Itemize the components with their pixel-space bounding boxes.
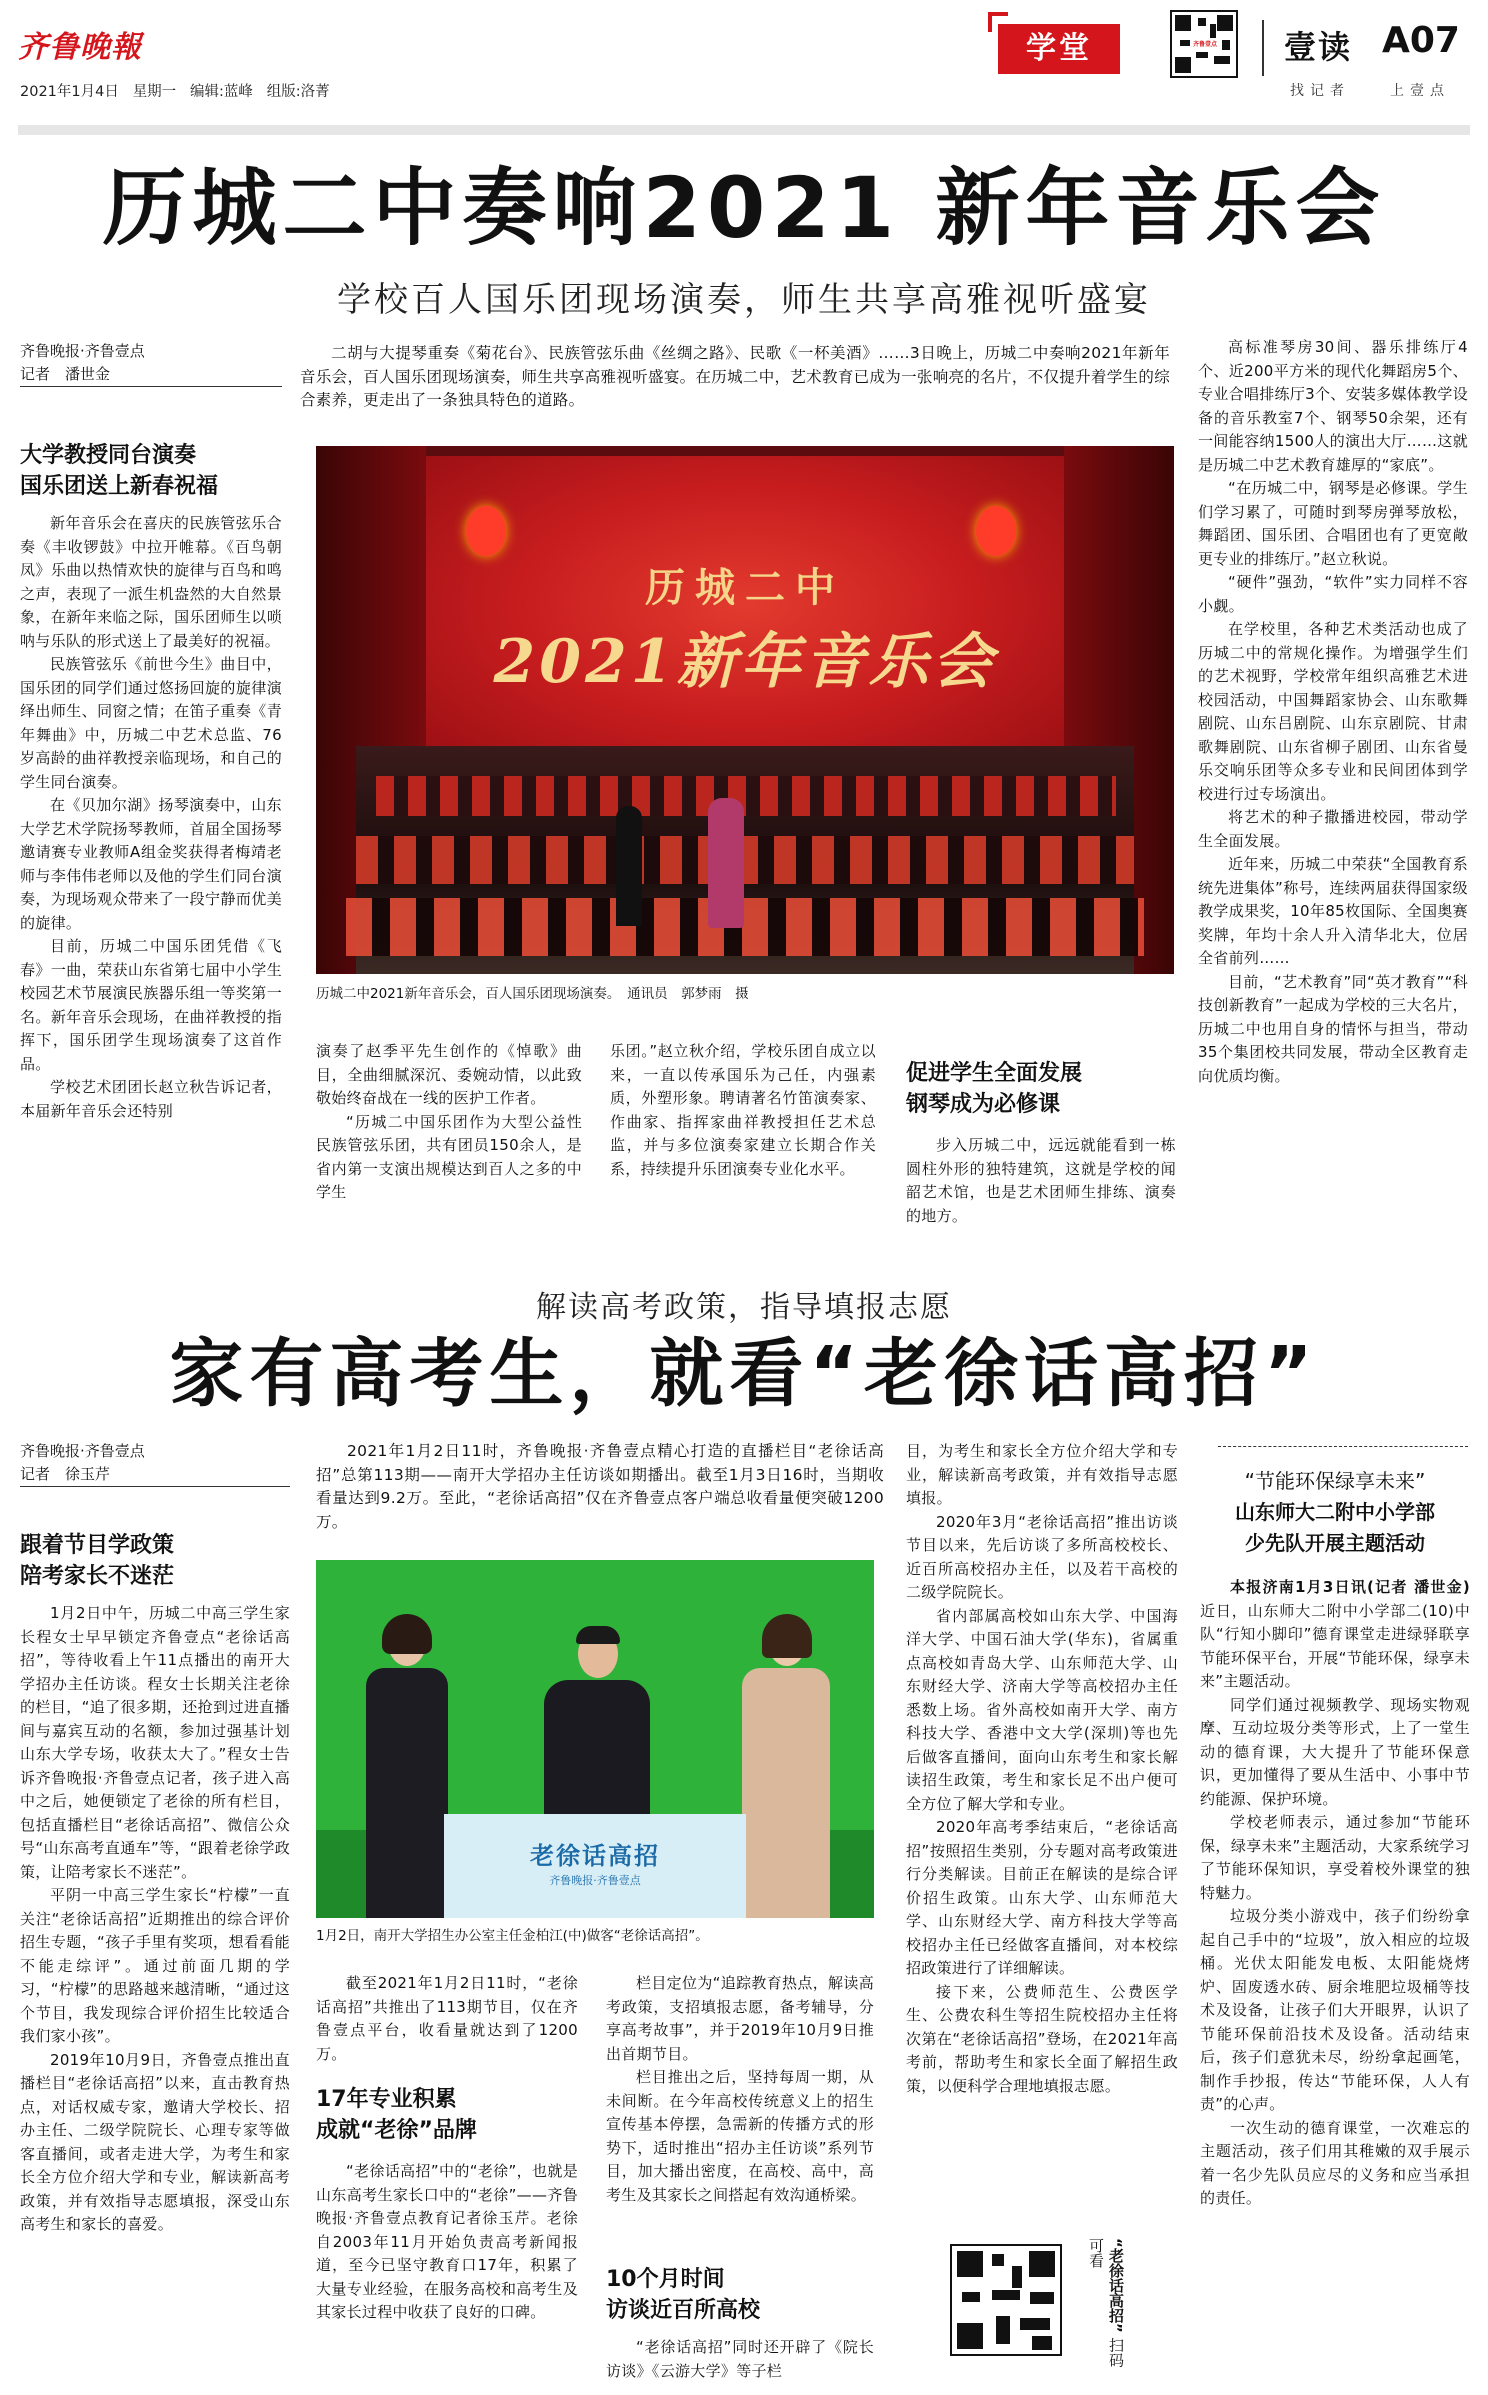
story2-photo-caption: 1月2日，南开大学招生办公室主任金柏江(中)做客“老徐话高招”。 (316, 1928, 709, 1944)
story1-column3 (610, 1040, 876, 1262)
lantern-icon (466, 506, 506, 556)
edition-name: 壹读 (1284, 28, 1353, 66)
orchestra-row (346, 898, 1144, 956)
story2-source: 齐鲁晚报·齐鲁壹点 (20, 1442, 145, 1460)
story1-c2-p1: 演奏了赵季平先生创作的《悼歌》曲目，全曲细腻深沉、委婉动情，以此致敬始终奋战在一线的医护工作者。 (316, 1042, 582, 1107)
story3-headline-l1: “节能环保绿享未来” (1244, 1469, 1426, 1493)
story2-subhead3-l2: 访谈近百所高校 (606, 2298, 761, 2323)
story1-c1-p5: 学校艺术团团长赵立秋告诉记者，本届新年音乐会还特别 (20, 1078, 282, 1120)
editor-credit: 编辑:蓝峰 (190, 84, 253, 100)
desk-logo-title: 老徐话高招 (530, 1842, 660, 1870)
story2-subhead2 (316, 2084, 578, 2146)
story2-subhead1-l1: 跟着节目学政策 (20, 1533, 175, 1558)
story2-c3-p1: 栏目定位为“追踪教育热点，解读高考政策，支招填报志愿，备考辅导，分享高考故事”，并于2019年10月9日推出首期节目。 (606, 1974, 874, 2063)
story1-column2 (316, 1040, 582, 1262)
story1-c5-p6: 近年来，历城二中荣获“全国教育系统先进集体”称号，连续两届获得国家级教学成果奖，10年85枚国际、全国奥赛奖牌，年均十余人升入清华北大，位居全省前列…… (1198, 855, 1468, 967)
qr-brand-label: 齐鲁壹点 (1192, 38, 1218, 52)
story1-subhead2-l2: 钢琴成为必修课 (906, 1092, 1061, 1117)
story3-headline-l2: 山东师大二附中小学部 (1235, 1500, 1435, 1524)
stage-banner-line2: 2021新年音乐会 (493, 627, 997, 697)
story1-c3-p1: 乐团。”赵立秋介绍，学校乐团自成立以来，一直以传承国乐为己任，内强素质，外塑形象。聘请著名竹笛演奏家、作曲家、指挥家曲祥教授担任艺术总监，并与多位演奏家建立长期合作关系，持续提升乐团演奏专业化水平。 (610, 1042, 876, 1178)
issue-date: 2021年1月4日 (20, 84, 119, 100)
story2-column2b (316, 2160, 578, 2388)
story2-lead-text: 2021年1月2日11时，齐鲁晚报·齐鲁壹点精心打造的直播栏目“老徐话高招”总第113期——南开大学招办主任访谈如期播出。截至1月3日16时，当期收看量达到9.2万。至此，“老徐话高招”仅在齐鲁壹点客户端总收看量便突破1200万。 (316, 1442, 884, 1531)
story2-photo (316, 1560, 874, 1918)
section-tab-label: 学堂 (1026, 31, 1092, 66)
story3-p3: 学校老师表示，通过参加“节能环保，绿享未来”主题活动，大家系统学习了节能环保知识，享受着校外课堂的独特魅力。 (1200, 1813, 1470, 1902)
layout-credit: 组版:洛菁 (266, 84, 330, 100)
story2-qr-label (1076, 2238, 1126, 2370)
story2-byline (20, 1440, 290, 1487)
masthead-logo: 齐鲁晚報 (18, 30, 142, 65)
story1-subhead1-l1: 大学教授同台演奏 (20, 443, 197, 468)
story1-c5-p4: 在学校里，各种艺术类活动也成了历城二中的常规化操作。为增强学生们的艺术视野，学校常年组织高雅艺术进校园活动，中国舞蹈家协会、山东歌舞剧院、山东吕剧院、山东京剧院、甘肃歌舞剧院、山东省柳子剧团、山东省曼乐交响乐团等众多专业和民间团体到学校进行过专场演出。 (1198, 620, 1468, 803)
story1-c1-p3: 在《贝加尔湖》扬琴演奏中，山东大学艺术学院扬琴教师，首届全国扬琴邀请赛专业教师A组金奖获得者梅靖老师与李伟伟老师以及他的学生们同台演奏，为现场观众带来了一段宁静而优美的旋律。 (20, 796, 282, 932)
story2-c1-p3: 2019年10月9日，齐鲁壹点推出直播栏目“老徐话高招”以来，直击教育热点，对话权威专家，邀请大学校长、招办主任、二级学院院长、心理专家等做客直播间，或者走进大学，为考生和家长全方位介绍大学和专业，解读新高考政策，并有效指导志愿填报，深受山东高考生和家长的喜爱。 (20, 2050, 290, 2233)
story2-subhead1 (20, 1530, 290, 1592)
story2-c3-p2: 栏目推出之后，坚持每周一期，从未间断。在今年高校传统意义上的招生宣传基本停摆，急需新的传播方式的形势下，适时推出“招办主任访谈”系列节目，加大播出密度，在高校、高中，高考生及其家长之间搭起有效沟通桥梁。 (606, 2068, 874, 2204)
story1-c5-p3: “硬件”强劲，“软件”实力同样不容小觑。 (1198, 573, 1468, 615)
story1-headline: 历城二中奏响2021 新年音乐会 (102, 159, 1386, 257)
story2-c1-p1: 1月2日中午，历城二中高三学生家长程女士早早锁定齐鲁壹点“老徐话高招”，等待收看上午11点播出的南开大学招办主任访谈。程女士长期关注老徐的栏目，“追了很多期，还抢到过进直播间与嘉宾互动的名额，参加过强基计划山东大学专场，收获太大了。”程女士告诉齐鲁晚报·齐鲁壹点记者，孩子进入高中之后，她便锁定了老徐的所有栏目，包括直播栏目“老徐话高招”、微信公众号“山东高考直通车”等，“跟着老徐学政策，让陪考家长不迷茫”。 (20, 1604, 290, 1881)
guest-left (358, 1620, 454, 1918)
story1-subhead2-l1: 促进学生全面发展 (906, 1061, 1083, 1086)
story2-c4-p5: 接下来，公费师范生、公费医学生、公费农科生等招生院校招办主任将次第在“老徐话高招”登场，在2021年高考前，帮助考生和家长全面了解招生政策，以便科学合理地填报志愿。 (906, 1982, 1178, 2095)
story2-c3-p3: “老徐话高招”同时还开辟了《院长访谈》《云游大学》等子栏 (606, 2338, 874, 2380)
section-tab (988, 12, 1134, 84)
orchestra-row (356, 836, 1134, 884)
story1-subhead1-l2: 国乐团送上新春祝福 (20, 474, 219, 499)
story1-source: 齐鲁晚报·齐鲁壹点 (20, 342, 145, 360)
story2-column2 (316, 1972, 578, 2076)
story1-column4 (906, 1134, 1176, 1262)
contact-reporter: 找记者 (1290, 83, 1350, 99)
stage-banner-line1: 历城二中 (645, 564, 845, 611)
masthead-meta (20, 80, 330, 101)
story2-lead (316, 1440, 884, 1540)
story1-photo-caption: 历城二中2021新年音乐会，百人国乐团现场演奏。 通讯员 郭梦雨 摄 (316, 986, 749, 1002)
story3-headline-l3: 少先队开展主题活动 (1245, 1531, 1425, 1555)
story3-body (1200, 1576, 1470, 2388)
story1-column5 (1198, 336, 1468, 1264)
story1-byline (20, 340, 282, 387)
story2-qr-label-1: “老徐话高招” (1107, 2238, 1125, 2333)
story3-headline (1200, 1466, 1470, 1559)
story1-c1-p2: 民族管弦乐《前世今生》曲目中，国乐团的同学们通过悠扬回旋的旋律演绎出师生、同窗之情；在笛子重奏《青年舞曲》中，历城二中艺术总监、76岁高龄的曲祥教授亲临现场，和自己的学生同台演奏。 (20, 655, 282, 791)
story3-dateline: 本报济南1月3日讯(记者 潘世金) (1230, 1578, 1470, 1596)
story2-subhead3-l1: 10个月时间 (606, 2267, 725, 2292)
masthead-qr-code[interactable] (1170, 10, 1238, 78)
story2-column4 (906, 1440, 1178, 2228)
story1-c5-p1: 高标准琴房30间、器乐排练厅4个、近200平方米的现代化舞蹈房5个、专业合唱排练厅3个、安装多媒体教学设备的音乐教室7个、钢琴50余架，还有一间能容纳1500人的演出大厅……这就是历城二中艺术教育雄厚的“家底”。 (1198, 338, 1468, 474)
studio-desk (444, 1814, 746, 1918)
story2-c2-p2: “老徐话高招”中的“老徐”，也就是山东高考生家长口中的“老徐”——齐鲁晚报·齐鲁壹点教育记者徐玉芹。老徐自2003年11月开始负责高考新闻报道，至今已坚守教育口17年，积累了大量专业经验，在服务高校和高考生及其家长过程中收获了良好的口碑。 (316, 2162, 578, 2321)
story1-c2-p2: “历城二中国乐团作为大型公益性民族管弦乐团，共有团员150余人，是省内第一支演出规模达到百人之多的中学生 (316, 1112, 582, 1201)
story2-c4-p2: 2020年3月“老徐话高招”推出访谈节目以来，先后访谈了多所高校校长、近百所高校招办主任，以及若干高校的二级学院院长。 (906, 1512, 1178, 1601)
issue-weekday: 星期一 (132, 84, 177, 100)
story1-c5-p2: “在历城二中，钢琴是必修课。学生们学习累了，可随时到琴房弹琴放松，舞蹈团、国乐团、合唱团也有了更宽敞更专业的排练厅。”赵立秋说。 (1198, 479, 1468, 568)
story2-subhead1-l2: 陪考家长不迷茫 (20, 1564, 175, 1589)
story3-top-rule (1218, 1446, 1468, 1447)
story1-subheadline: 学校百人国乐团现场演奏，师生共享高雅视听盛宴 (337, 280, 1151, 320)
story2-qr-label-2: 扫码可看 (1087, 2238, 1125, 2368)
story3-p5: 一次生动的德育课堂，一次难忘的主题活动，孩子们用其稚嫩的双手展示着一名少先队员应尽的义务和应当承担的责任。 (1200, 2118, 1470, 2207)
story1-c4-p1: 步入历城二中，远远就能看到一栋圆柱外形的独特建筑，这就是学校的闻韶艺术馆，也是艺术团师生排练、演奏的地方。 (906, 1136, 1176, 1225)
story1-lead-text: 二胡与大提琴重奏《菊花台》、民族管弦乐曲《丝绸之路》、民歌《一杯美酒》……3日晚上，历城二中奏响2021年新年音乐会，百人国乐团现场演奏，师生共享高雅视听盛宴。在历城二中，艺术教育已成为一张响亮的名片，不仅提升着学生的综合素养，更走出了一条独具特色的道路。 (300, 344, 1170, 409)
story2-subhead2-l2: 成就“老徐”品牌 (316, 2118, 477, 2143)
story1-photo (316, 446, 1174, 974)
masthead-divider (1262, 20, 1264, 76)
story2-subhead2-l1: 17年专业积累 (316, 2087, 457, 2112)
story1-c1-p4: 目前，历城二中国乐团凭借《飞春》一曲，荣获山东省第七届中小学生校园艺术节展演民族器乐组一等奖第一名。新年音乐会现场，在曲祥教授的指挥下，国乐团学生现场演奏了这首作品。 (20, 937, 282, 1073)
story2-c4-p3: 省内部属高校如山东大学、中国海洋大学、中国石油大学(华东)，省属重点高校如青岛大学、山东师范大学、山东财经大学、济南大学等高校招办主任悉数上场。省外高校如南开大学、南方科技大学、香港中文大学(深圳)等也先后做客直播间，面向山东考生和家长解读招生政策，考生和家长足不出户便可全方位了解大学和专业。 (906, 1606, 1178, 1813)
story2-c1-p2: 平阴一中高三学生家长“柠檬”一直关注“老徐话高招”近期推出的综合评价招生专题，“孩子手里有奖项，想看看能不能走综评”。通过前面几期的学习，“柠檬”的思路越来越清晰，“通过这个节目，我发现综合评价招生比较适合我们家小孩”。 (20, 1886, 290, 2045)
soloist-figure (616, 806, 642, 926)
lantern-icon (976, 506, 1016, 556)
story1-c5-p5: 将艺术的种子撒播进校园，带动学生全面发展。 (1198, 808, 1468, 850)
story1-subhead1 (20, 440, 282, 502)
story1-c5-p7: 目前，“艺术教育”同“英才教育”“科技创新教育”一起成为学校的三大名片，历城二中也用自身的情怀与担当，带动35个集团校共同发展，带动全区教育走向优质均衡。 (1198, 972, 1468, 1085)
story1-reporter: 记者 潘世金 (20, 363, 282, 387)
soloist-figure (708, 798, 744, 928)
story1-subhead2 (906, 1058, 1176, 1120)
story2-column3 (606, 1972, 874, 2250)
story1-column1 (20, 512, 282, 1262)
story2-reporter: 记者 徐玉芹 (20, 1463, 290, 1487)
story2-c2-p1: 截至2021年1月2日11时，“老徐话高招”共推出了113期节目，仅在齐鲁壹点平台，收看量就达到了1200万。 (316, 1974, 578, 2063)
story3-p1: 近日，山东师大二附中小学部二(10)中队“行知小脚印”德育课堂走进绿驿联享节能环保平台，开展“节能环保，绿享未来”主题活动。 (1200, 1601, 1470, 1690)
story2-column3b (606, 2336, 874, 2388)
story2-c4-p4: 2020年高考季结束后，“老徐话高招”按照招生类别，分专题对高考政策进行分类解读。目前正在解读的是综合评价招生政策。山东大学、山东师范大学、山东财经大学、南方科技大学等高校招办主任已经做客直播间，对本校综招政策进行了详细解读。 (906, 1818, 1178, 1977)
orchestra-row (376, 776, 1116, 816)
story2-column1 (20, 1602, 290, 2388)
story1-c1-p1: 新年音乐会在喜庆的民族管弦乐合奏《丰收锣鼓》中拉开帷幕。《百鸟朝凤》乐曲以热情欢快的旋律与百鸟和鸣之声，表现了一派生机盎然的大自然景象，在新年来临之际，国乐团师生以唢呐与乐队的形式送上了最美好的祝福。 (20, 514, 282, 650)
guest-right (734, 1620, 838, 1918)
story3-p2: 同学们通过视频教学、现场实物观摩、互动垃圾分类等形式，上了一堂生动的德育课，大大提升了节能环保意识，更加懂得了要从生活中、小事中节约能源、保护环境。 (1200, 1695, 1470, 1808)
story1-lead (300, 342, 1170, 438)
story2-c4-p1: 目，为考生和家长全方位介绍大学和专业，解读新高考政策，并有效指导志愿填报。 (906, 1442, 1178, 1507)
story2-qr-code[interactable] (950, 2244, 1062, 2356)
contact-app: 上壹点 (1390, 83, 1450, 99)
story2-kicker: 解读高考政策，指导填报志愿 (536, 1290, 952, 1325)
story3-p4: 垃圾分类小游戏中，孩子们纷纷拿起自己手中的“垃圾”，放入相应的垃圾桶。光伏太阳能发电板、太阳能烧烤炉、固废透水砖、厨余堆肥垃圾桶等技术及设备，让孩子们大开眼界，认识了节能环保前沿技术及设备。活动结束后，孩子们意犹未尽，纷纷拿起画笔，制作手抄报，传达“节能环保，人人有责”的心声。 (1200, 1907, 1470, 2113)
story2-headline: 家有高考生，就看“老徐话高招” (169, 1331, 1319, 1417)
masthead-rule (18, 125, 1470, 135)
desk-logo-subtitle: 齐鲁晚报·齐鲁壹点 (549, 1874, 641, 1887)
story2-subhead3 (606, 2264, 874, 2326)
page-number: A07 (1382, 20, 1460, 61)
